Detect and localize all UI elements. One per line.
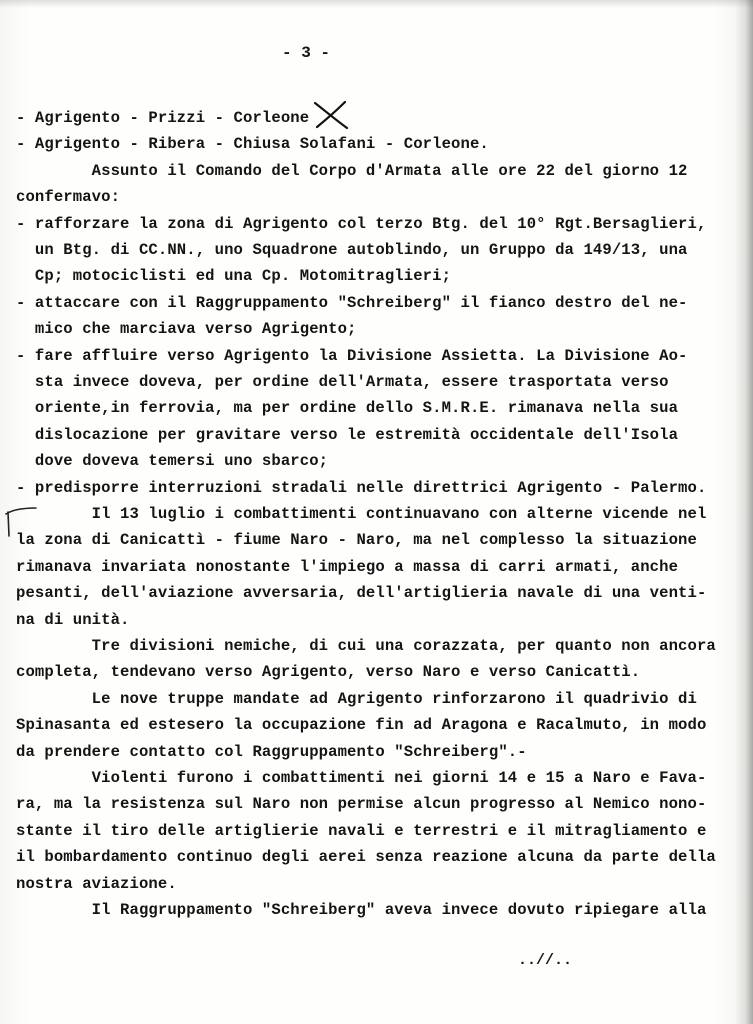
text-line: mico che marciava verso Agrigento; [16, 320, 357, 339]
text-line: - Agrigento - Ribera - Chiusa Solafani - Corleone. [16, 135, 489, 154]
text-line: - Agrigento - Prizzi - Corleone [16, 109, 310, 127]
text-line: nostra aviazione. [16, 874, 177, 893]
text-line: da prendere contatto col Raggruppamento "Schreiberg".- [16, 742, 527, 761]
text-line: il bombardamento continuo degli aerei senza reazione alcuna da parte della [16, 848, 716, 867]
text-line: - predisporre interruzioni stradali nelle direttrici Agrigento - Palermo. [16, 478, 707, 497]
text-line: stante il tiro delle artiglierie navali e terrestri e il mitragliamento e [16, 821, 707, 840]
text-line: un Btg. di CC.NN., uno Squadrone autoblindo, un Gruppo da 149/13, una [16, 241, 688, 259]
text-line: la zona di Canicattì - fiume Naro - Naro, ma nel complesso la situazione [16, 531, 697, 550]
text-line: confermavo: [16, 188, 121, 207]
text-line: sta invece doveva, per ordine dell'Armata, essere trasportata verso [16, 373, 669, 391]
text-line: pesanti, dell'aviazione avversaria, dell'artiglieria navale di una venti- [16, 584, 707, 603]
text-line: - fare affluire verso Agrigento la Divisione Assietta. La Divisione Ao- [16, 346, 688, 365]
text-line: - attaccare con il Raggruppamento "Schreiberg" il fianco destro del ne- [16, 293, 688, 312]
text-line: oriente,in ferrovia, ma per ordine dello S.M.R.E. rimanava nella sua [16, 399, 679, 418]
text-line: dove doveva temersi uno sbarco; [16, 452, 329, 471]
text-line: dislocazione per gravitare verso le estremità occidentale dell'Isola [16, 425, 679, 444]
text-line: na di unità. [16, 610, 130, 629]
text-line: - rafforzare la zona di Agrigento col terzo Btg. del 10° Rgt.Bersaglieri, [16, 214, 707, 233]
text-line: Le nove truppe mandate ad Agrigento rinforzarono il quadrivio di [16, 689, 697, 708]
text-line: Violenti furono i combattimenti nei giorni 14 e 15 a Naro e Fava- [16, 769, 707, 787]
text-line: Spinasanta ed estesero la occupazione fin ad Aragona e Racalmuto, in modo [16, 716, 707, 735]
text-line: Assunto il Comando del Corpo d'Armata alle ore 22 del giorno 12 [16, 161, 688, 180]
text-line: ra, ma la resistenza sul Naro non permise alcun progresso al Nemico nono- [16, 795, 707, 814]
text-line: completa, tendevano verso Agrigento, verso Naro e verso Canicattì. [16, 663, 641, 682]
text-line: rimanava invariata nonostante l'impiego a massa di carri armati, anche [16, 557, 679, 576]
text-line: Tre divisioni nemiche, di cui una corazzata, per quanto non ancora [16, 637, 716, 655]
page-number: - 3 - [282, 44, 331, 62]
text-line: Il 13 luglio i combattimenti continuavano con alterne vicende nel [16, 505, 707, 523]
continuation-mark: ..//.. [518, 952, 573, 969]
scan-top-edge [0, 0, 753, 8]
text-line: Cp; motociclisti ed una Cp. Motomitraglieri; [16, 267, 452, 286]
handwritten-cross-mark [312, 100, 350, 130]
text-line: Il Raggruppamento "Schreiberg" aveva invece dovuto ripiegare alla [16, 901, 707, 919]
scan-right-edge [735, 0, 753, 1024]
